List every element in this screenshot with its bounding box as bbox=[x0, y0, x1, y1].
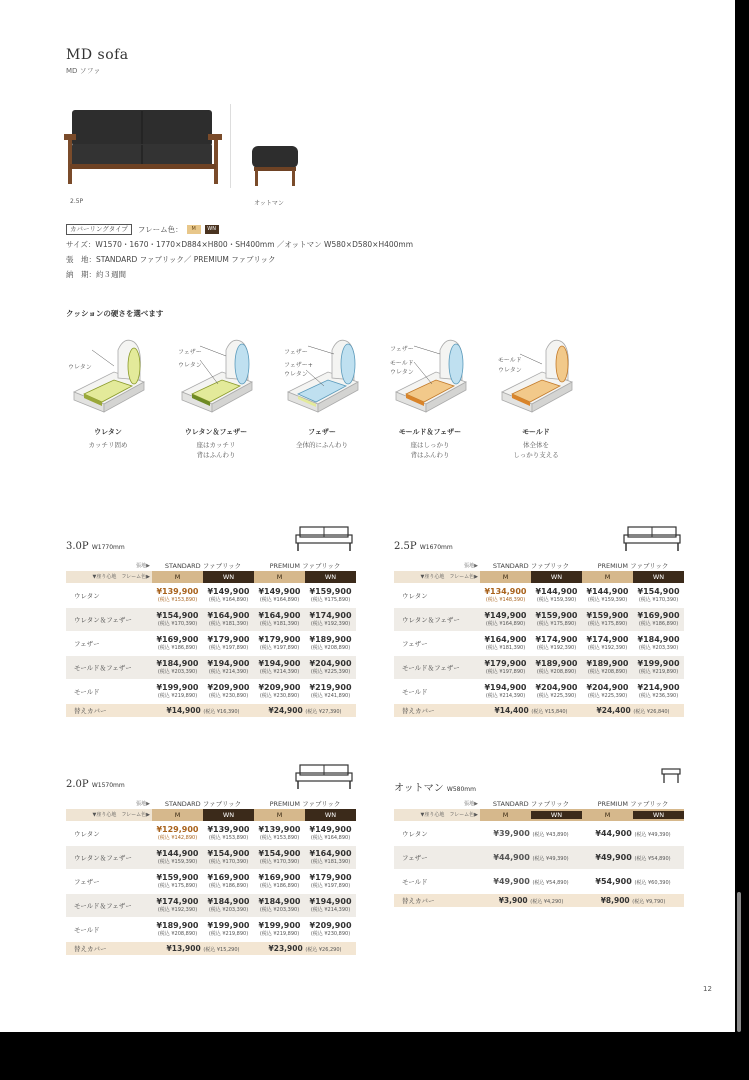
price-cell: ¥204,900 (税込 ¥225,390) bbox=[582, 679, 633, 703]
price-cell: ¥149,900 (税込 ¥164,890) bbox=[305, 821, 356, 845]
price-cell: ¥159,900 (税込 ¥175,890) bbox=[152, 869, 203, 893]
table-title: 2.0P W1570mm bbox=[66, 779, 125, 790]
sofa-outline-icon bbox=[294, 761, 354, 791]
price-cell: ¥179,900 (税込 ¥197,890) bbox=[305, 869, 356, 893]
catalog-page: MD sofa MD ソファ 2.5P オットマン カバーリングタイプ フレーム色： M WN サイズ：W1570・1670・1770×D884×H800・SH400mm ／オットマン W580×D580×H400mm 張 地：STANDARD ファブリック／ PREMIUM ファブリック 納 期：約３週間 クッションの硬さを選べます ウレタン ウレタン カッチリ固め フェザー ウレタン ウレタン＆フェザー 座はカッチリ 背はふんわり フェザー フェザー+ ウレタン フェザー 全体的にふんわり フェザー モールド ウレタン モールド＆フェザー 座はしっかり 背はふんわり モールド ウレタン モールド 体全体を しっかり支える 3.0P W1770mm 張地▶ STANDARD ファブリック PREMIUM ファブリック ▼座り心地 フレーム色▶ M WN M WN ウレタン ¥139,900 (税込 ¥153,890) ¥149,900 (税込 ¥164,890) ¥149,900 (税込 ¥164,890) ¥159,900 (税込 ¥175,890) ウレタン＆フェザー ¥154,900 (税込 ¥170,390) ¥164,900 (税込 ¥181,390) ¥164,900 (税込 ¥181,390) ¥174,900 (税込 ¥192,390) フェザー ¥169,900 (税込 ¥186,890) ¥179,900 (税込 ¥197,890) ¥179,900 (税込 ¥197,890) ¥189,900 (税込 ¥208,890) モールド＆フェザー ¥184,900 (税込 ¥203,390) ¥194,900 (税込 ¥214,390) ¥194,900 (税込 ¥214,390) ¥204,900 (税込 ¥225,390) モールド ¥199,900 (税込 ¥219,890) ¥209,900 (税込 ¥230,890) ¥209,900 (税込 ¥230,890) ¥219,900 (税込 ¥241,890) 替えカバー ¥14,900 (税込 ¥16,390) ¥24,900 (税込 ¥27,390) 2.5P W1670mm 張地▶ STANDARD ファブリック PREMIUM ファブリック ▼座り心地 フレーム色▶ M WN M WN ウレタン ¥134,900 (税込 ¥148,390) ¥144,900 (税込 ¥159,390) ¥144,900 (税込 ¥159,390) ¥154,900 (税込 ¥170,390) ウレタン＆フェザー ¥149,900 (税込 ¥164,890) ¥159,900 (税込 ¥175,890) ¥159,900 (税込 ¥175,890) ¥169,900 (税込 ¥186,890) フェザー ¥164,900 (税込 ¥181,390) ¥174,900 (税込 ¥192,390) ¥174,900 (税込 ¥192,390) ¥184,900 (税込 ¥203,390) モールド＆フェザー ¥179,900 (税込 ¥197,890) ¥189,900 (税込 ¥208,890) ¥189,900 (税込 ¥208,890) ¥199,900 (税込 ¥219,890) モールド ¥194,900 (税込 ¥214,390) ¥204,900 (税込 ¥225,390) ¥204,900 (税込 ¥225,390) ¥214,900 (税込 ¥236,390) 替えカバー ¥14,400 (税込 ¥15,840) ¥24,400 (税込 ¥26,840) 2.0P W1570mm 張地▶ STANDARD ファブリック PREMIUM ファブリック ▼座り心地 フレーム色▶ M WN M WN ウレタン ¥129,900 (税込 ¥142,890) ¥139,900 (税込 ¥153,890) ¥139,900 (税込 ¥153,890) ¥149,900 (税込 ¥164,890) ウレタン＆フェザー ¥144,900 (税込 ¥159,390) ¥154,900 (税込 ¥170,390) ¥154,900 (税込 ¥170,390) ¥164,900 (税込 ¥181,390) フェザー ¥159,900 (税込 ¥175,890) ¥169,900 (税込 ¥186,890) ¥169,900 (税込 ¥186,890) ¥179,900 (税込 ¥197,890) モールド＆フェザー ¥174,900 (税込 ¥192,390) ¥184,900 (税込 ¥203,390) ¥184,900 (税込 ¥203,390) ¥194,900 (税込 ¥214,390) モールド ¥189,900 (税込 ¥208,890) ¥199,900 (税込 ¥219,890) ¥199,900 (税込 ¥219,890) ¥209,900 (税込 ¥230,890) 替えカバー ¥13,900 (税込 ¥15,290) ¥23,900 (税込 ¥26,290) オットマン W580mm 張地▶ STANDARD ファブリック PREMIUM ファブリック ▼座り心地 フレーム色▶ M WN M WN ウレタン ¥39,900 (税込 ¥43,890) ¥44,900 (税込 ¥49,390) フェザー ¥44,900 (税込 ¥49,390) ¥49,900 (税込 ¥54,890) モールド ¥49,900 (税込 ¥54,890) ¥54,900 (税込 ¥60,390) 替えカバー ¥3,900 (税込 ¥4,290) ¥8,900 (税込 ¥9,790) 12 bbox=[0, 0, 735, 1032]
header-premium: PREMIUM ファブリック bbox=[254, 797, 356, 809]
spec-block bbox=[66, 222, 413, 282]
price-cell: ¥184,900 (税込 ¥203,390) bbox=[203, 893, 254, 917]
frame-swatch-wn: WN bbox=[205, 225, 219, 234]
price-cell: ¥184,900 (税込 ¥203,390) bbox=[254, 893, 305, 917]
price-cell: ¥179,900 (税込 ¥197,890) bbox=[480, 655, 531, 679]
cushion-desc: 体全体を しっかり支える bbox=[513, 441, 559, 459]
cushion-label: フェザー bbox=[390, 346, 414, 353]
cushion-label: モールド bbox=[390, 360, 414, 367]
ottoman-outline-icon bbox=[660, 767, 682, 785]
sofa-caption: 2.5P bbox=[70, 198, 84, 205]
price-cell: ¥184,900 (税込 ¥203,390) bbox=[152, 655, 203, 679]
cushion-diagram-icon bbox=[486, 330, 586, 420]
price-cell: ¥174,900 (税込 ¥192,390) bbox=[305, 607, 356, 631]
price-cell: ¥209,900 (税込 ¥230,890) bbox=[203, 679, 254, 703]
price-cell: ¥209,900 (税込 ¥230,890) bbox=[305, 917, 356, 941]
price-cell: ¥134,900 (税込 ¥148,390) bbox=[480, 583, 531, 607]
price-cell: ¥199,900 (税込 ¥219,890) bbox=[633, 655, 684, 679]
sofa-image bbox=[64, 108, 226, 188]
price-cell: ¥159,900 (税込 ¥175,890) bbox=[305, 583, 356, 607]
price-cell: ¥129,900 (税込 ¥142,890) bbox=[152, 821, 203, 845]
table-row: ウレタン＆フェザー ¥154,900 (税込 ¥170,390) ¥164,900 (税込 ¥181,390) ¥164,900 (税込 ¥181,390) ¥174,900 (税込 ¥192,390) bbox=[66, 607, 356, 631]
spec-size: サイズ：W1570・1670・1770×D884×H800・SH400mm ／オットマン W580×D580×H400mm bbox=[66, 240, 414, 249]
table-row: モールド ¥49,900 (税込 ¥54,890) ¥54,900 (税込 ¥60,390) bbox=[394, 869, 684, 893]
table-row: ウレタン ¥39,900 (税込 ¥43,890) ¥44,900 (税込 ¥49,390) bbox=[394, 821, 684, 845]
price-cell: ¥194,900 (税込 ¥214,390) bbox=[305, 893, 356, 917]
price-cell: ¥154,900 (税込 ¥170,390) bbox=[152, 607, 203, 631]
table-row: ウレタン＆フェザー ¥144,900 (税込 ¥159,390) ¥154,900 (税込 ¥170,390) ¥154,900 (税込 ¥170,390) ¥164,900 (税込 ¥181,390) bbox=[66, 845, 356, 869]
cushion-label: ウレタン bbox=[68, 364, 92, 371]
cushion-label: フェザー bbox=[284, 349, 308, 356]
cushion-label: モールド bbox=[498, 357, 522, 364]
table-row: モールド＆フェザー ¥174,900 (税込 ¥192,390) ¥184,900 (税込 ¥203,390) ¥184,900 (税込 ¥203,390) ¥194,900 (税込 ¥214,390) bbox=[66, 893, 356, 917]
price-cell: ¥189,900 (税込 ¥208,890) bbox=[582, 655, 633, 679]
table-row: モールド ¥194,900 (税込 ¥214,390) ¥204,900 (税込 ¥225,390) ¥204,900 (税込 ¥225,390) ¥214,900 (税込 ¥236,390) bbox=[394, 679, 684, 703]
table-row: モールド ¥189,900 (税込 ¥208,890) ¥199,900 (税込 ¥219,890) ¥199,900 (税込 ¥219,890) ¥209,900 (税込 ¥230,890) bbox=[66, 917, 356, 941]
table-row: フェザー ¥164,900 (税込 ¥181,390) ¥174,900 (税込 ¥192,390) ¥174,900 (税込 ¥192,390) ¥184,900 (税込 ¥203,390) bbox=[394, 631, 684, 655]
price-cell: ¥199,900 (税込 ¥219,890) bbox=[254, 917, 305, 941]
cushion-label: ウレタン bbox=[178, 362, 202, 369]
cushion-label: ウレタン bbox=[498, 367, 522, 374]
price-cell: ¥189,900 (税込 ¥208,890) bbox=[152, 917, 203, 941]
spec-fabric: 張 地：STANDARD ファブリック／ PREMIUM ファブリック bbox=[66, 255, 276, 264]
sofa-outline-icon bbox=[294, 523, 354, 553]
ottoman-caption: オットマン bbox=[254, 200, 284, 207]
cushion-option-urethane bbox=[58, 330, 158, 449]
sofa-outline-icon bbox=[622, 523, 682, 553]
header-standard: STANDARD ファブリック bbox=[152, 797, 254, 809]
table-row: モールド＆フェザー ¥184,900 (税込 ¥203,390) ¥194,900 (税込 ¥214,390) ¥194,900 (税込 ¥214,390) ¥204,900 (税込 ¥225,390) bbox=[66, 655, 356, 679]
price-cell: ¥179,900 (税込 ¥197,890) bbox=[254, 631, 305, 655]
price-cell: ¥189,900 (税込 ¥208,890) bbox=[531, 655, 582, 679]
table-title: 3.0P W1770mm bbox=[66, 541, 125, 552]
price-cell: ¥169,900 (税込 ¥186,890) bbox=[254, 869, 305, 893]
price-cell: ¥174,900 (税込 ¥192,390) bbox=[152, 893, 203, 917]
divider bbox=[230, 104, 231, 188]
price-cell: ¥194,900 (税込 ¥214,390) bbox=[480, 679, 531, 703]
price-cell: ¥159,900 (税込 ¥175,890) bbox=[531, 607, 582, 631]
price-cell: ¥209,900 (税込 ¥230,890) bbox=[254, 679, 305, 703]
header-premium: PREMIUM ファブリック bbox=[254, 559, 356, 571]
header-standard: STANDARD ファブリック bbox=[480, 559, 582, 571]
price-cell: ¥204,900 (税込 ¥225,390) bbox=[531, 679, 582, 703]
price-cell: ¥214,900 (税込 ¥236,390) bbox=[633, 679, 684, 703]
cushion-diagram-icon bbox=[166, 330, 266, 420]
cushion-label: ウレタン bbox=[284, 371, 308, 378]
table-title: オットマン W580mm bbox=[394, 783, 476, 794]
price-cell: ¥189,900 (税込 ¥208,890) bbox=[305, 631, 356, 655]
price-cell: ¥164,900 (税込 ¥181,390) bbox=[480, 631, 531, 655]
price-cell: ¥164,900 (税込 ¥181,390) bbox=[203, 607, 254, 631]
price-cell: ¥169,900 (税込 ¥186,890) bbox=[152, 631, 203, 655]
price-cell: ¥199,900 (税込 ¥219,890) bbox=[152, 679, 203, 703]
price-cell: ¥144,900 (税込 ¥159,390) bbox=[531, 583, 582, 607]
cushion-heading: クッションの硬さを選べます bbox=[66, 309, 164, 318]
table-row: ウレタン ¥129,900 (税込 ¥142,890) ¥139,900 (税込 ¥153,890) ¥139,900 (税込 ¥153,890) ¥149,900 (税込 ¥164,890) bbox=[66, 821, 356, 845]
ottoman-image bbox=[250, 144, 302, 188]
table-title: 2.5P W1670mm bbox=[394, 541, 453, 552]
price-cell: ¥149,900 (税込 ¥164,890) bbox=[254, 583, 305, 607]
price-cell: ¥149,900 (税込 ¥164,890) bbox=[203, 583, 254, 607]
cushion-name: フェザー bbox=[308, 428, 336, 436]
cushion-name: ウレタン＆フェザー bbox=[184, 428, 248, 436]
cushion-option-mould-feather bbox=[380, 330, 480, 459]
price-cell: ¥204,900 (税込 ¥225,390) bbox=[305, 655, 356, 679]
table-row: フェザー ¥44,900 (税込 ¥49,390) ¥49,900 (税込 ¥54,890) bbox=[394, 845, 684, 869]
cushion-label: フェザー bbox=[178, 349, 202, 356]
cushion-desc: 座はカッチリ 背はふんわり bbox=[196, 441, 236, 459]
cushion-desc: 座はしっかり 背はふんわり bbox=[410, 441, 450, 459]
price-cell: ¥159,900 (税込 ¥175,890) bbox=[582, 607, 633, 631]
price-cell: ¥169,900 (税込 ¥186,890) bbox=[203, 869, 254, 893]
table-row: ウレタン ¥139,900 (税込 ¥153,890) ¥149,900 (税込 ¥164,890) ¥149,900 (税込 ¥164,890) ¥159,900 (税込 ¥175,890) bbox=[66, 583, 356, 607]
price-cell: ¥174,900 (税込 ¥192,390) bbox=[582, 631, 633, 655]
cushion-diagram-icon bbox=[58, 330, 158, 420]
price-cell: ¥139,900 (税込 ¥153,890) bbox=[254, 821, 305, 845]
price-cell: ¥139,900 (税込 ¥153,890) bbox=[203, 821, 254, 845]
price-cell: ¥199,900 (税込 ¥219,890) bbox=[203, 917, 254, 941]
table-row: フェザー ¥159,900 (税込 ¥175,890) ¥169,900 (税込 ¥186,890) ¥169,900 (税込 ¥186,890) ¥179,900 (税込 ¥197,890) bbox=[66, 869, 356, 893]
header-standard: STANDARD ファブリック bbox=[152, 559, 254, 571]
page-title: MD sofa bbox=[66, 47, 129, 63]
cushion-name: モールド bbox=[522, 428, 550, 436]
cushion-label: フェザー+ bbox=[284, 362, 313, 369]
price-cell: ¥179,900 (税込 ¥197,890) bbox=[203, 631, 254, 655]
cushion-option-feather bbox=[272, 330, 372, 449]
page-number: 12 bbox=[703, 985, 712, 993]
price-cell: ¥219,900 (税込 ¥241,890) bbox=[305, 679, 356, 703]
price-cell: ¥184,900 (税込 ¥203,390) bbox=[633, 631, 684, 655]
cushion-desc: カッチリ固め bbox=[88, 441, 128, 449]
table-row: フェザー ¥169,900 (税込 ¥186,890) ¥179,900 (税込 ¥197,890) ¥179,900 (税込 ¥197,890) ¥189,900 (税込 ¥208,890) bbox=[66, 631, 356, 655]
spec-delivery: 納 期：約３週間 bbox=[66, 270, 126, 279]
price-cell: ¥164,900 (税込 ¥181,390) bbox=[254, 607, 305, 631]
frame-color-label: フレーム色： bbox=[137, 225, 183, 234]
cover-row: 替えカバー ¥13,900 (税込 ¥15,290) ¥23,900 (税込 ¥26,290) bbox=[66, 941, 356, 955]
price-cell: ¥154,900 (税込 ¥170,390) bbox=[203, 845, 254, 869]
price-cell: ¥194,900 (税込 ¥214,390) bbox=[254, 655, 305, 679]
table-row: ウレタン＆フェザー ¥149,900 (税込 ¥164,890) ¥159,900 (税込 ¥175,890) ¥159,900 (税込 ¥175,890) ¥169,900 (税込 ¥186,890) bbox=[394, 607, 684, 631]
cushion-option-urethane-feather bbox=[166, 330, 266, 459]
price-cell: ¥149,900 (税込 ¥164,890) bbox=[480, 607, 531, 631]
cushion-option-mould bbox=[486, 330, 586, 459]
price-cell: ¥144,900 (税込 ¥159,390) bbox=[152, 845, 203, 869]
price-cell: ¥144,900 (税込 ¥159,390) bbox=[582, 583, 633, 607]
table-row: ウレタン ¥134,900 (税込 ¥148,390) ¥144,900 (税込 ¥159,390) ¥144,900 (税込 ¥159,390) ¥154,900 (税込 ¥170,390) bbox=[394, 583, 684, 607]
cushion-label: ウレタン bbox=[390, 369, 414, 376]
price-cell: ¥169,900 (税込 ¥186,890) bbox=[633, 607, 684, 631]
cushion-name: モールド＆フェザー bbox=[398, 428, 462, 436]
page-subtitle: MD ソファ bbox=[66, 67, 101, 75]
price-cell: ¥164,900 (税込 ¥181,390) bbox=[305, 845, 356, 869]
price-cell: ¥194,900 (税込 ¥214,390) bbox=[203, 655, 254, 679]
scrollbar[interactable] bbox=[737, 892, 741, 1032]
covering-type-tag: カバーリングタイプ bbox=[66, 224, 132, 235]
table-row: モールド ¥199,900 (税込 ¥219,890) ¥209,900 (税込 ¥230,890) ¥209,900 (税込 ¥230,890) ¥219,900 (税込 ¥241,890) bbox=[66, 679, 356, 703]
cover-row: 替えカバー ¥14,900 (税込 ¥16,390) ¥24,900 (税込 ¥27,390) bbox=[66, 703, 356, 717]
cushion-desc: 全体的にふんわり bbox=[296, 441, 348, 449]
price-cell: ¥154,900 (税込 ¥170,390) bbox=[254, 845, 305, 869]
price-cell: ¥154,900 (税込 ¥170,390) bbox=[633, 583, 684, 607]
cushion-name: ウレタン bbox=[94, 428, 122, 436]
price-cell: ¥174,900 (税込 ¥192,390) bbox=[531, 631, 582, 655]
header-premium: PREMIUM ファブリック bbox=[582, 559, 684, 571]
frame-swatch-m: M bbox=[187, 225, 201, 234]
price-cell: ¥139,900 (税込 ¥153,890) bbox=[152, 583, 203, 607]
table-row: モールド＆フェザー ¥179,900 (税込 ¥197,890) ¥189,900 (税込 ¥208,890) ¥189,900 (税込 ¥208,890) ¥199,900 (税込 ¥219,890) bbox=[394, 655, 684, 679]
cover-row: 替えカバー ¥14,400 (税込 ¥15,840) ¥24,400 (税込 ¥26,840) bbox=[394, 703, 684, 717]
cover-row: 替えカバー ¥3,900 (税込 ¥4,290) ¥8,900 (税込 ¥9,790) bbox=[394, 893, 684, 907]
